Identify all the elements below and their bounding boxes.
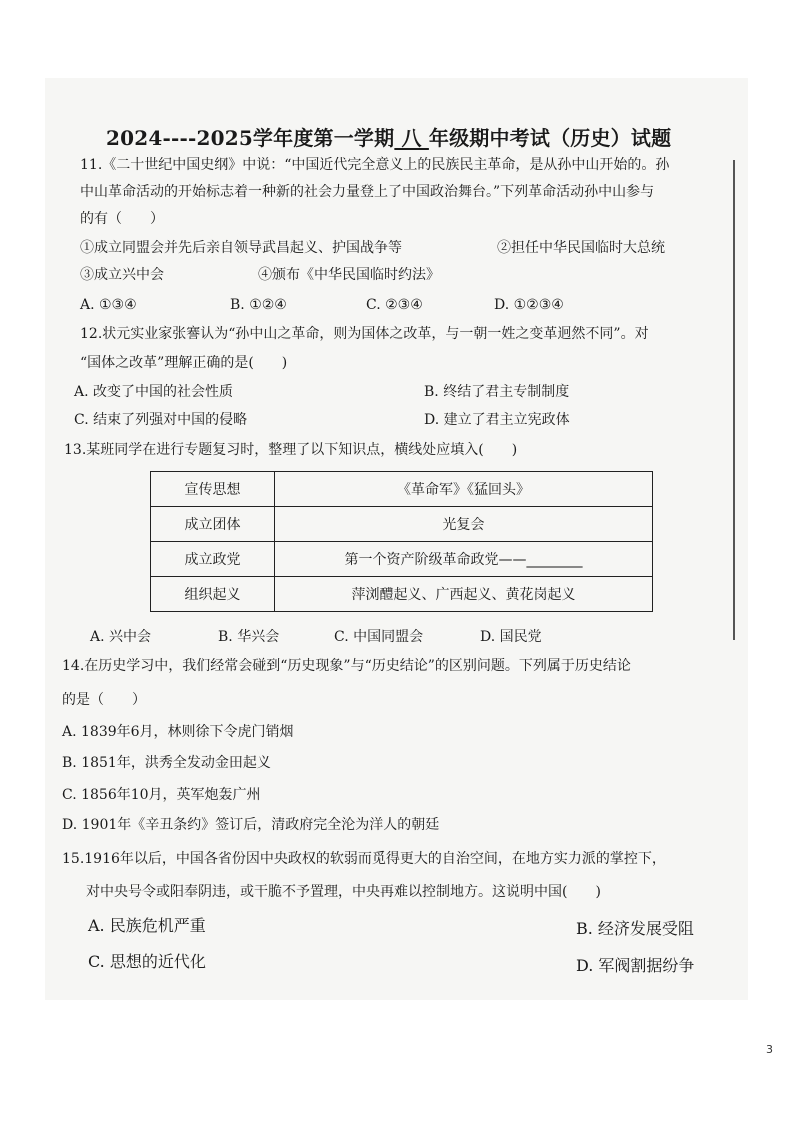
- q13-option-a: A. 兴中会: [90, 629, 152, 645]
- q11-line1: 11.《二十世纪中国史纲》中说：“中国近代完全意义上的民族民主革命，是从孙中山开始的。孙: [80, 157, 670, 173]
- table-cell-value: 第一个资产阶级革命政党——________: [275, 542, 653, 577]
- table-row: [151, 577, 653, 612]
- table-row: [151, 542, 653, 577]
- q13-option-c: C. 中国同盟会: [334, 629, 424, 645]
- q14-option-a: A. 1839年6月，林则徐下令虎门销烟: [62, 724, 294, 740]
- q14-line2: 的是（ ）: [62, 692, 146, 708]
- q14-line1: 14.在历史学习中，我们经常会碰到“历史现象”与“历史结论”的区别问题。下列属于历史结论: [62, 658, 631, 674]
- q11-line2: 中山革命活动的开始标志着一种新的社会力量登上了中国政治舞台。”下列革命活动孙中山参与: [80, 184, 655, 200]
- q14-option-d: D. 1901年《辛丑条约》签订后，清政府完全沦为洋人的朝廷: [62, 817, 440, 833]
- table-row: [151, 472, 653, 507]
- title-suffix: 年级期中考试（历史）试题: [428, 126, 672, 150]
- q11-item4: ④颁布《中华民国临时约法》: [258, 267, 440, 283]
- q14-option-b: B. 1851年，洪秀全发动金田起义: [62, 755, 271, 771]
- q11-line3: 的有（ ）: [80, 211, 164, 227]
- q15-option-a: A. 民族危机严重: [88, 916, 206, 935]
- table-cell-label: 宣传思想: [151, 472, 275, 507]
- margin-line: [733, 160, 735, 640]
- q11-option-a: A. ①③④: [80, 297, 137, 313]
- exam-title: [106, 128, 671, 148]
- q11-item2: ②担任中华民国临时大总统: [497, 240, 665, 256]
- q11-option-c: C. ②③④: [366, 297, 423, 313]
- q13-option-d: D. 国民党: [480, 629, 542, 645]
- q15-line2: 对中央号令或阳奉阴违，或干脆不予置理，中央再难以控制地方。这说明中国( ): [86, 884, 601, 900]
- q15-option-d: D. 军阀割据纷争: [576, 956, 695, 975]
- q12-option-b: B. 终结了君主专制制度: [424, 384, 570, 400]
- title-grade: 八: [394, 126, 429, 150]
- page-number: 3: [766, 1043, 773, 1056]
- q13-option-b: B. 华兴会: [218, 629, 280, 645]
- q11-option-b: B. ①②④: [230, 297, 287, 313]
- table-cell-value: 光复会: [275, 507, 653, 542]
- table-cell-value: 萍浏醴起义、广西起义、黄花岗起义: [275, 577, 653, 612]
- q11-item3: ③成立兴中会: [80, 267, 164, 283]
- title-prefix: 2024----2025学年度第一学期: [106, 126, 395, 150]
- q15-option-b: B. 经济发展受阻: [576, 919, 694, 938]
- q11-option-d: D. ①②③④: [494, 297, 564, 313]
- table-cell-label: 组织起义: [151, 577, 275, 612]
- q12-line2: “国体之改革”理解正确的是( ): [80, 355, 288, 371]
- knowledge-table: [150, 471, 653, 612]
- q12-option-d: D. 建立了君主立宪政体: [424, 412, 570, 428]
- q15-line1: 15.1916年以后，中国各省份因中央政权的软弱而觅得更大的自治空间，在地方实力派的掌控下，: [62, 851, 666, 867]
- q11-item1: ①成立同盟会并先后亲自领导武昌起义、护国战争等: [80, 240, 402, 256]
- q12-option-c: C. 结束了列强对中国的侵略: [74, 412, 248, 428]
- table-cell-label: 成立团体: [151, 507, 275, 542]
- table-cell-value: 《革命军》《猛回头》: [275, 472, 653, 507]
- q13-stem: 13.某班同学在进行专题复习时，整理了以下知识点，横线处应填入( ): [64, 442, 518, 458]
- q15-option-c: C. 思想的近代化: [88, 952, 206, 971]
- q14-option-c: C. 1856年10月，英军炮轰广州: [62, 787, 261, 803]
- table-cell-label: 成立政党: [151, 542, 275, 577]
- q12-option-a: A. 改变了中国的社会性质: [74, 384, 234, 400]
- table-row: [151, 507, 653, 542]
- q12-line1: 12.状元实业家张謇认为“孙中山之革命，则为国体之改革，与一朝一姓之变革迥然不同”。对: [80, 326, 649, 342]
